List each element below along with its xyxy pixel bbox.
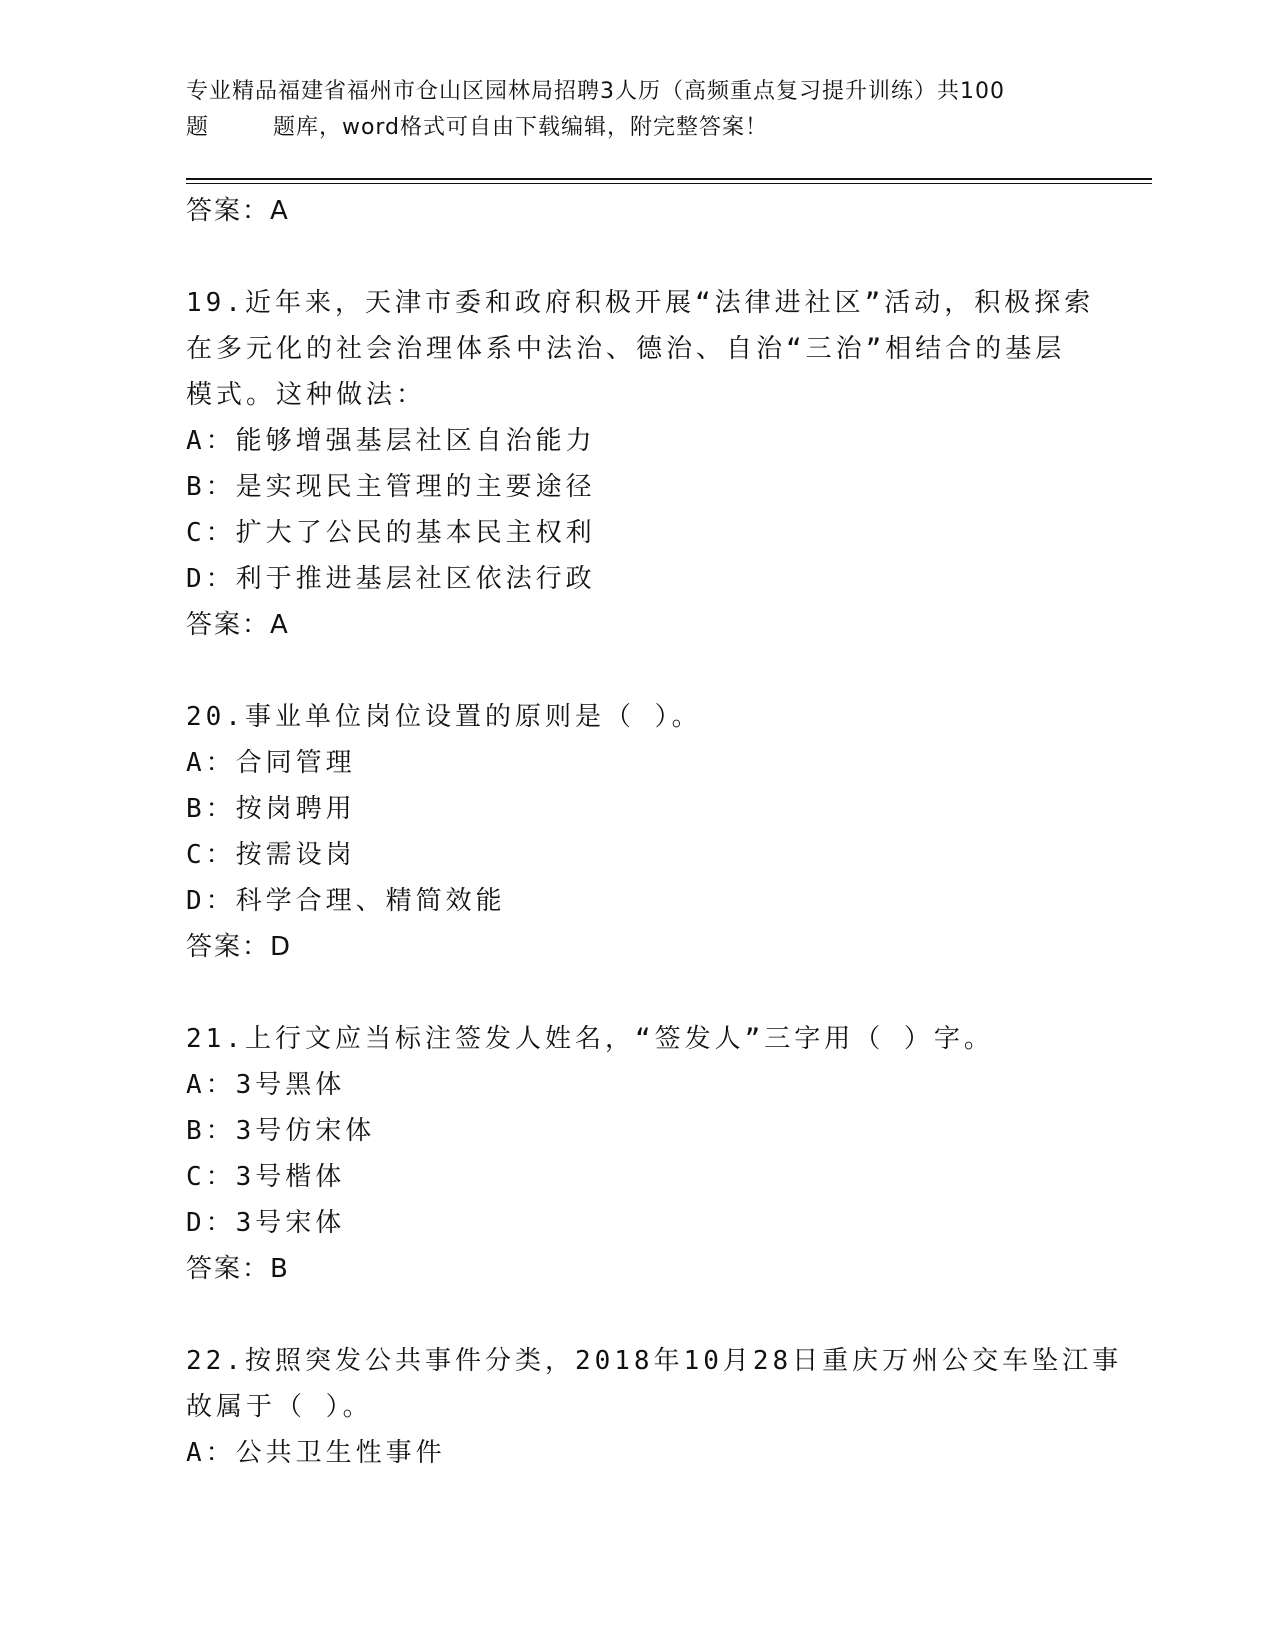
option-b: B：按岗聘用 xyxy=(186,794,356,824)
question-20 xyxy=(186,694,1086,970)
option-d: D：科学合理、精简效能 xyxy=(186,886,506,916)
option-c: C：3号楷体 xyxy=(186,1162,346,1192)
question-22 xyxy=(186,1338,1123,1476)
spacer xyxy=(186,1292,1086,1338)
option-a: A：能够增强基层社区自治能力 xyxy=(186,426,596,456)
option-a: A：合同管理 xyxy=(186,748,356,778)
question-19 xyxy=(186,280,1095,648)
question-21 xyxy=(186,1016,1086,1292)
answer-line: 答案：A xyxy=(186,610,290,640)
header-line-1: 专业精品福建省福州市仓山区园林局招聘3人历（高频重点复习提升训练）共100 xyxy=(186,79,1005,104)
option-b: B：是实现民主管理的主要途径 xyxy=(186,472,596,502)
option-a: A：3号黑体 xyxy=(186,1070,346,1100)
header-rule-thick xyxy=(186,178,1152,180)
spacer xyxy=(186,648,1086,694)
question-text: 在多元化的社会治理体系中法治、德治、自治“三治”相结合的基层 xyxy=(186,334,1066,364)
question-text: 19.近年来，天津市委和政府积极开展“法律进社区”活动，积极探索 xyxy=(186,288,1095,318)
question-text: 模式。这种做法： xyxy=(186,380,427,410)
header-rule-thin xyxy=(186,183,1152,184)
option-c: C：扩大了公民的基本民主权利 xyxy=(186,518,596,548)
answer-line: 答案：D xyxy=(186,932,293,962)
option-b: B：3号仿宋体 xyxy=(186,1116,376,1146)
question-text: 22.按照突发公共事件分类，2018年10月28日重庆万州公交车坠江事 xyxy=(186,1346,1123,1376)
option-d: D：3号宋体 xyxy=(186,1208,346,1238)
header-line-2: 题 题库，word格式可自由下载编辑，附完整答案！ xyxy=(186,115,769,140)
question-text: 20.事业单位岗位设置的原则是（ ）。 xyxy=(186,702,702,732)
question-list xyxy=(186,188,1123,1476)
answer-line: 答案：B xyxy=(186,1254,290,1284)
option-a: A：公共卫生性事件 xyxy=(186,1438,446,1468)
option-d: D：利于推进基层社区依法行政 xyxy=(186,564,596,594)
spacer xyxy=(186,234,1086,280)
spacer xyxy=(186,970,1086,1016)
question-text: 21.上行文应当标注签发人姓名，“签发人”三字用（ ）字。 xyxy=(186,1024,994,1054)
option-c: C：按需设岗 xyxy=(186,840,356,870)
page-header xyxy=(186,74,1086,146)
answer-line: 答案：A xyxy=(186,196,290,226)
question-text: 故属于（ ）。 xyxy=(186,1392,373,1422)
